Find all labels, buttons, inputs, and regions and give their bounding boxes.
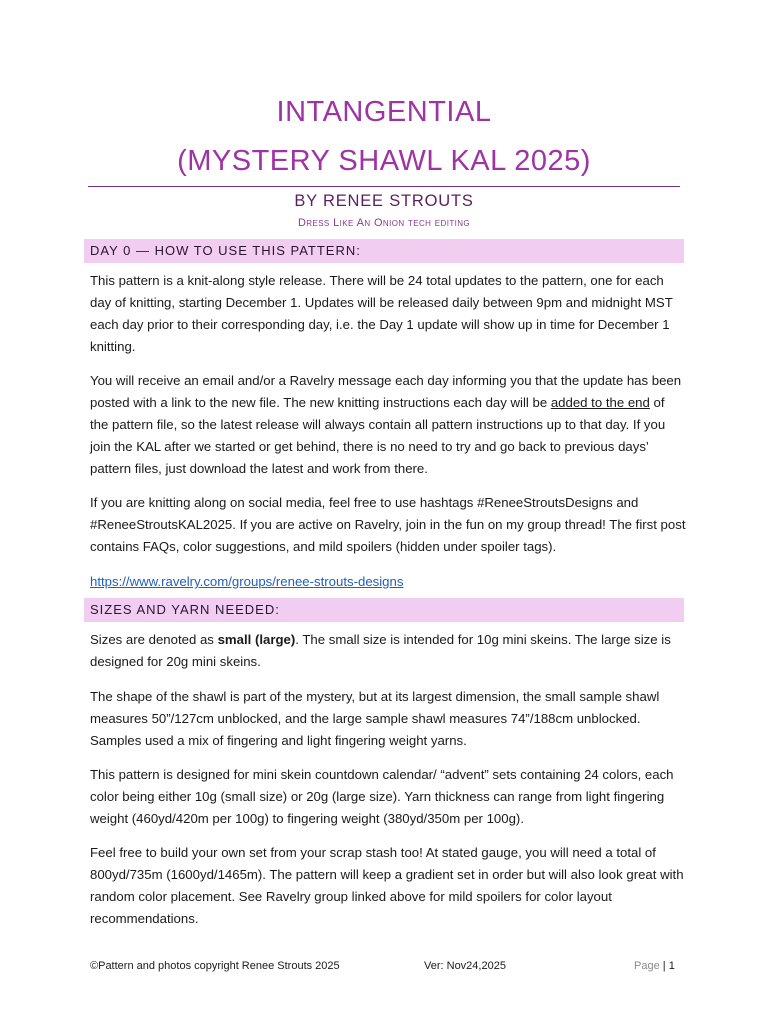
section-heading-sizes: SIZES AND YARN NEEDED: bbox=[84, 598, 684, 622]
sizes-p1-text-after: . The small size is intended for 10g mini skeins. The large size is designed for 20g mini skeins. bbox=[90, 632, 671, 669]
sizes-p1-bold: small (large) bbox=[217, 632, 296, 647]
sizes-paragraph-3: This pattern is designed for mini skein countdown calendar/ “advent” sets containing 24 colors, each color being either 10g (small size) or 20g (large size). Yarn thickness can range from light fingering weight (460yd/420m per 100g) to fingering weight (380yd/350m per 100g). bbox=[90, 767, 674, 826]
footer-separator: | bbox=[662, 960, 666, 972]
ravelry-group-link[interactable]: https://www.ravelry.com/groups/renee-strouts-designs bbox=[90, 574, 404, 589]
footer-copyright: ©Pattern and photos copyright Renee Strouts 2025 bbox=[90, 960, 340, 972]
sizes-paragraph-4: Feel free to build your own set from your scrap stash too! At stated gauge, you will need a total of 800yd/735m (1600yd/1465m). The pattern will keep a gradient set in order but will also look great with random color placement. See Ravelry group linked above for mild spoilers for color layout recommendations. bbox=[90, 845, 684, 926]
sizes-paragraph-2: The shape of the shawl is part of the mystery, but at its largest dimension, the small sample shawl measures 50”/127cm unblocked, and the large sample shawl measures 74”/188cm unblocked. Samples used a mix of fingering and light fingering weight yarns. bbox=[90, 689, 660, 748]
author-byline: BY RENEE STROUTS bbox=[294, 192, 474, 210]
document-title-line1: INTANGENTIAL bbox=[276, 96, 492, 128]
sizes-paragraph-1 bbox=[90, 629, 686, 673]
footer-page-value: 1 bbox=[668, 960, 675, 972]
footer-version: Ver: Nov24,2025 bbox=[424, 960, 506, 972]
day0-paragraph-2 bbox=[90, 370, 686, 480]
day0-paragraph-3: If you are knitting along on social media, feel free to use hashtags #ReneeStroutsDesigns and #ReneeStroutsKAL2025. If you are active on Ravelry, join in the fun on my group thread! The first post contains FAQs, color suggestions, and mild spoilers (hidden under spoiler tags). bbox=[90, 495, 686, 554]
day0-paragraph-1: This pattern is a knit-along style release. There will be 24 total updates to the pattern, one for each day of knitting, starting December 1. Updates will be released daily between 9pm and midnight MST each day prior to their corresponding day, i.e. the Day 1 update will show up in time for December 1 knitting. bbox=[90, 273, 673, 354]
tech-editor-credit: Dress Like An Onion tech editing bbox=[297, 217, 471, 229]
day0-p2-text-before: You will receive an email and/or a Ravelry message each day informing you that the update has been posted with a link to the new file. The new knitting instructions each day will be bbox=[90, 373, 682, 410]
day0-p2-underlined: added to the end bbox=[550, 395, 650, 410]
footer-page-label: Page bbox=[634, 960, 660, 972]
footer-page-number bbox=[634, 960, 675, 972]
section-heading-day0: DAY 0 — HOW TO USE THIS PATTERN: bbox=[84, 239, 684, 263]
sizes-p1-text-before: Sizes are denoted as bbox=[90, 632, 218, 647]
title-divider bbox=[88, 186, 680, 187]
day0-p2-text-after: of the pattern file, so the latest release will always contain all pattern instructions up to that day. If you join the KAL after we started or get behind, there is no need to try and go back to previous days’ pattern files, just download the latest and work from there. bbox=[90, 395, 666, 476]
document-title-line2: (MYSTERY SHAWL KAL 2025) bbox=[177, 145, 591, 177]
